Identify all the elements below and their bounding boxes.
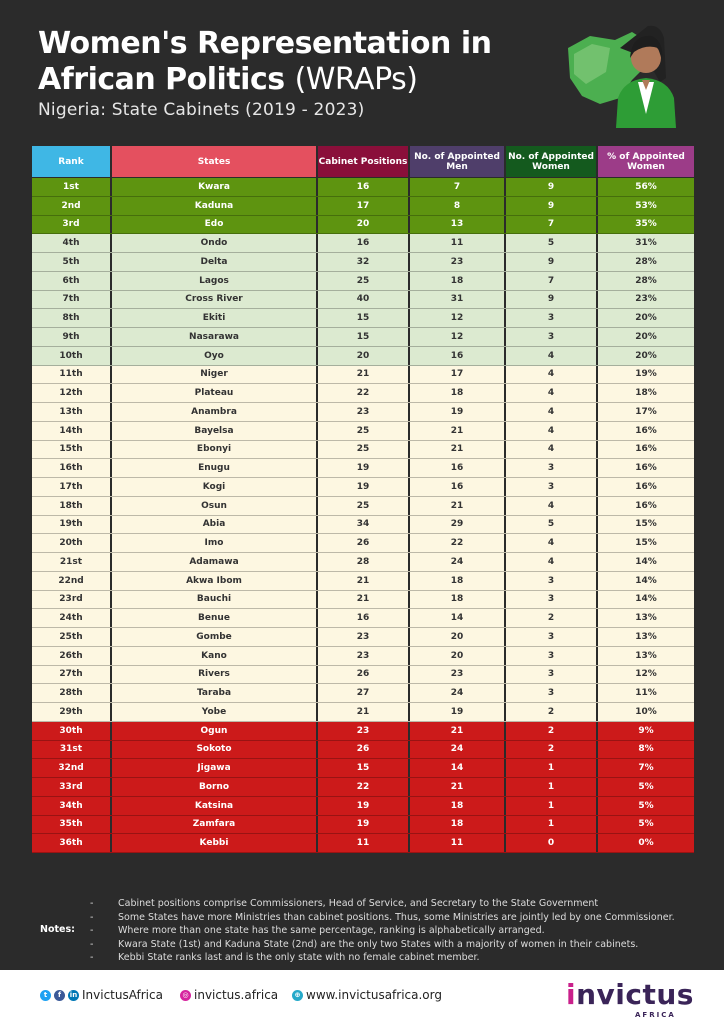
cell-rank: 31st [32, 741, 112, 759]
cell-men: 16 [410, 347, 506, 365]
cell-cabinet: 23 [318, 722, 410, 740]
cell-pct: 13% [635, 650, 657, 661]
cell-cabinet: 21 [318, 703, 410, 721]
cell-state: Bayelsa [112, 422, 318, 440]
cell-rank: 14th [32, 422, 112, 440]
cell-pct: 13% [635, 631, 657, 642]
cell-men: 29 [410, 516, 506, 534]
cell-men: 21 [410, 722, 506, 740]
cell-men: 19 [410, 403, 506, 421]
table-row [32, 759, 694, 778]
cell-state: Kano [112, 647, 318, 665]
cell-state: Yobe [112, 703, 318, 721]
cell-state: Abia [112, 516, 318, 534]
invictus-logo: invictus [566, 978, 694, 1011]
table-row [32, 609, 694, 628]
cell-women: 9 [506, 253, 598, 271]
cell-state: Adamawa [112, 553, 318, 571]
cell-pct: 15% [635, 538, 657, 549]
cell-men: 11 [410, 234, 506, 252]
cell-men: 18 [410, 572, 506, 590]
cell-rank: 17th [32, 478, 112, 496]
rankings-table [32, 146, 694, 853]
cell-pct: 19% [635, 369, 657, 380]
cell-pct: 16% [635, 500, 657, 511]
table-row [32, 347, 694, 366]
cell-men: 21 [410, 441, 506, 459]
cell-men: 12 [410, 309, 506, 327]
cell-rank: 21st [32, 553, 112, 571]
cell-pct: 14% [635, 594, 657, 605]
cell-men: 24 [410, 553, 506, 571]
note-item: - Some States have more Ministries than cabinet positions. Thus, some Ministries are jointly led by one Commissioner. [90, 911, 675, 925]
cell-cabinet: 22 [318, 384, 410, 402]
cell-cabinet: 15 [318, 309, 410, 327]
table-row [32, 778, 694, 797]
table-body [32, 178, 694, 853]
table-row [32, 178, 694, 197]
table-row [32, 403, 694, 422]
cell-men: 22 [410, 534, 506, 552]
cell-women: 4 [506, 384, 598, 402]
table-row [32, 703, 694, 722]
cell-men: 14 [410, 759, 506, 777]
cell-women: 2 [506, 741, 598, 759]
cell-cabinet: 25 [318, 422, 410, 440]
table-row [32, 591, 694, 610]
cell-state: Benue [112, 609, 318, 627]
cell-women: 7 [506, 216, 598, 234]
table-row [32, 422, 694, 441]
cell-women: 3 [506, 647, 598, 665]
instagram-handle[interactable] [180, 988, 278, 1002]
cell-women: 4 [506, 534, 598, 552]
cell-state: Katsina [112, 797, 318, 815]
cell-state: Nasarawa [112, 328, 318, 346]
cell-men: 11 [410, 834, 506, 852]
cell-state: Kebbi [112, 834, 318, 852]
logo-subtext: AFRICA [635, 1011, 676, 1019]
cell-rank: 4th [32, 234, 112, 252]
cell-cabinet: 22 [318, 778, 410, 796]
cell-men: 17 [410, 366, 506, 384]
cell-rank: 30th [32, 722, 112, 740]
cell-women: 3 [506, 666, 598, 684]
cell-cabinet: 21 [318, 572, 410, 590]
cell-men: 23 [410, 253, 506, 271]
facebook-icon: f [54, 990, 65, 1001]
table-row [32, 328, 694, 347]
cell-cabinet: 28 [318, 553, 410, 571]
cell-rank: 26th [32, 647, 112, 665]
cell-women: 1 [506, 797, 598, 815]
cell-women: 4 [506, 422, 598, 440]
cell-pct: 14% [635, 575, 657, 586]
cell-men: 19 [410, 703, 506, 721]
cell-cabinet: 16 [318, 609, 410, 627]
cell-men: 18 [410, 272, 506, 290]
cell-state: Sokoto [112, 741, 318, 759]
cell-cabinet: 25 [318, 441, 410, 459]
cell-cabinet: 26 [318, 666, 410, 684]
cell-cabinet: 20 [318, 347, 410, 365]
title-line2-light: (WRAPs) [294, 62, 418, 97]
cell-women: 3 [506, 328, 598, 346]
cell-pct: 13% [635, 613, 657, 624]
table-row [32, 197, 694, 216]
website-text: www.invictusafrica.org [306, 988, 442, 1002]
cell-rank: 2nd [32, 197, 112, 215]
footer [0, 970, 724, 1024]
cell-women: 0 [506, 834, 598, 852]
table-row [32, 572, 694, 591]
cell-rank: 36th [32, 834, 112, 852]
cell-cabinet: 19 [318, 816, 410, 834]
cell-rank: 20th [32, 534, 112, 552]
note-item: - Kwara State (1st) and Kaduna State (2nd) are the only two States with a majority of women in their cabinets. [90, 938, 675, 952]
cell-pct: 7% [638, 763, 654, 774]
cell-state: Kaduna [112, 197, 318, 215]
cell-women: 4 [506, 347, 598, 365]
cell-state: Delta [112, 253, 318, 271]
cell-women: 4 [506, 553, 598, 571]
cell-rank: 29th [32, 703, 112, 721]
table-row [32, 534, 694, 553]
table-row [32, 441, 694, 460]
cell-pct: 53% [635, 200, 657, 211]
table-row [32, 516, 694, 535]
cell-men: 13 [410, 216, 506, 234]
table-row [32, 741, 694, 760]
cell-cabinet: 23 [318, 628, 410, 646]
globe-icon: ⊕ [292, 990, 303, 1001]
cell-women: 9 [506, 291, 598, 309]
cell-women: 3 [506, 459, 598, 477]
table-row [32, 722, 694, 741]
cell-women: 1 [506, 816, 598, 834]
table-row [32, 684, 694, 703]
cell-women: 5 [506, 234, 598, 252]
cell-state: Enugu [112, 459, 318, 477]
cell-state: Osun [112, 497, 318, 515]
cell-women: 3 [506, 628, 598, 646]
note-item: - Where more than one state has the same percentage, ranking is alphabetically arranged. [90, 924, 675, 938]
cell-rank: 33rd [32, 778, 112, 796]
cell-cabinet: 21 [318, 366, 410, 384]
cell-men: 24 [410, 684, 506, 702]
cell-state: Ekiti [112, 309, 318, 327]
cell-pct: 16% [635, 463, 657, 474]
cell-rank: 27th [32, 666, 112, 684]
cell-cabinet: 15 [318, 328, 410, 346]
table-row [32, 272, 694, 291]
cell-cabinet: 15 [318, 759, 410, 777]
cell-men: 21 [410, 422, 506, 440]
cell-pct: 14% [635, 556, 657, 567]
note-item: - Cabinet positions comprise Commissioners, Head of Service, and Secretary to the State Government [90, 897, 675, 911]
cell-cabinet: 32 [318, 253, 410, 271]
table-row [32, 253, 694, 272]
table-row [32, 816, 694, 835]
col-header-women: No. of Appointed Women [506, 146, 598, 177]
woman-map-illustration [560, 18, 680, 128]
cell-women: 2 [506, 609, 598, 627]
header [0, 0, 724, 140]
col-header-pct: % of Appointed Women [598, 146, 694, 177]
cell-rank: 8th [32, 309, 112, 327]
cell-women: 4 [506, 366, 598, 384]
cell-women: 2 [506, 703, 598, 721]
cell-pct: 20% [635, 350, 657, 361]
cell-men: 21 [410, 497, 506, 515]
cell-rank: 13th [32, 403, 112, 421]
cell-women: 4 [506, 441, 598, 459]
cell-cabinet: 11 [318, 834, 410, 852]
linkedin-icon: in [69, 991, 78, 999]
cell-cabinet: 16 [318, 234, 410, 252]
cell-cabinet: 21 [318, 591, 410, 609]
cell-women: 3 [506, 478, 598, 496]
cell-rank: 9th [32, 328, 112, 346]
cell-pct: 8% [638, 744, 654, 755]
cell-state: Oyo [112, 347, 318, 365]
cell-cabinet: 25 [318, 272, 410, 290]
cell-men: 23 [410, 666, 506, 684]
table-row [32, 291, 694, 310]
cell-cabinet: 34 [318, 516, 410, 534]
cell-men: 12 [410, 328, 506, 346]
table-header-row [32, 146, 694, 177]
cell-rank: 19th [32, 516, 112, 534]
cell-men: 21 [410, 778, 506, 796]
table-row [32, 459, 694, 478]
cell-state: Plateau [112, 384, 318, 402]
cell-state: Kogi [112, 478, 318, 496]
cell-men: 18 [410, 384, 506, 402]
cell-women: 7 [506, 272, 598, 290]
cell-men: 18 [410, 591, 506, 609]
cell-state: Gombe [112, 628, 318, 646]
cell-rank: 22nd [32, 572, 112, 590]
title-line2-bold: African Politics [38, 62, 285, 97]
cell-women: 1 [506, 778, 598, 796]
cell-women: 1 [506, 759, 598, 777]
cell-state: Ondo [112, 234, 318, 252]
cell-rank: 10th [32, 347, 112, 365]
cell-rank: 35th [32, 816, 112, 834]
cell-cabinet: 19 [318, 478, 410, 496]
cell-women: 2 [506, 722, 598, 740]
cell-rank: 16th [32, 459, 112, 477]
cell-pct: 5% [638, 819, 654, 830]
cell-pct: 20% [635, 331, 657, 342]
cell-men: 31 [410, 291, 506, 309]
cell-rank: 5th [32, 253, 112, 271]
table-row [32, 666, 694, 685]
table-row [32, 384, 694, 403]
table-row [32, 497, 694, 516]
cell-state: Zamfara [112, 816, 318, 834]
cell-women: 3 [506, 309, 598, 327]
cell-state: Akwa Ibom [112, 572, 318, 590]
cell-rank: 25th [32, 628, 112, 646]
cell-women: 3 [506, 591, 598, 609]
cell-rank: 15th [32, 441, 112, 459]
cell-state: Lagos [112, 272, 318, 290]
cell-rank: 34th [32, 797, 112, 815]
notes-section [0, 893, 724, 970]
cell-rank: 23rd [32, 591, 112, 609]
cell-pct: 5% [638, 781, 654, 792]
cell-pct: 17% [635, 406, 657, 417]
table-row [32, 478, 694, 497]
table-row [32, 216, 694, 235]
cell-state: Borno [112, 778, 318, 796]
cell-pct: 11% [635, 688, 657, 699]
cell-pct: 0% [638, 838, 654, 849]
cell-state: Taraba [112, 684, 318, 702]
page-title [38, 26, 491, 98]
cell-pct: 35% [635, 219, 657, 230]
cell-cabinet: 23 [318, 647, 410, 665]
twitter-icon: t [40, 990, 51, 1001]
cell-state: Edo [112, 216, 318, 234]
cell-men: 8 [410, 197, 506, 215]
instagram-icon: ◎ [180, 990, 191, 1001]
cell-women: 3 [506, 684, 598, 702]
cell-pct: 28% [635, 256, 657, 267]
social-handle-text: InvictusAfrica [82, 988, 163, 1002]
cell-pct: 56% [635, 181, 657, 192]
cell-rank: 24th [32, 609, 112, 627]
notes-label: Notes: [40, 924, 75, 935]
notes-list [90, 897, 675, 965]
cell-rank: 12th [32, 384, 112, 402]
page-subtitle: Nigeria: State Cabinets (2019 - 2023) [38, 100, 365, 120]
cell-state: Anambra [112, 403, 318, 421]
cell-cabinet: 23 [318, 403, 410, 421]
cell-state: Cross River [112, 291, 318, 309]
cell-men: 24 [410, 741, 506, 759]
instagram-handle-text: invictus.africa [194, 988, 279, 1002]
cell-state: Imo [112, 534, 318, 552]
cell-cabinet: 27 [318, 684, 410, 702]
cell-pct: 18% [635, 388, 657, 399]
cell-state: Ebonyi [112, 441, 318, 459]
cell-pct: 16% [635, 425, 657, 436]
cell-cabinet: 19 [318, 459, 410, 477]
cell-men: 16 [410, 478, 506, 496]
cell-men: 7 [410, 178, 506, 196]
cell-state: Bauchi [112, 591, 318, 609]
cell-state: Niger [112, 366, 318, 384]
cell-cabinet: 17 [318, 197, 410, 215]
cell-men: 18 [410, 816, 506, 834]
cell-men: 14 [410, 609, 506, 627]
table-row [32, 647, 694, 666]
cell-cabinet: 16 [318, 178, 410, 196]
cell-pct: 16% [635, 481, 657, 492]
cell-pct: 23% [635, 294, 657, 305]
table-row [32, 553, 694, 572]
cell-cabinet: 20 [318, 216, 410, 234]
cell-men: 20 [410, 647, 506, 665]
note-item: - Kebbi State ranks last and is the only state with no female cabinet member. [90, 951, 675, 965]
cell-women: 3 [506, 572, 598, 590]
cell-men: 20 [410, 628, 506, 646]
cell-rank: 18th [32, 497, 112, 515]
cell-men: 18 [410, 797, 506, 815]
cell-rank: 32nd [32, 759, 112, 777]
logo-text: nvictus [576, 978, 694, 1011]
table-row [32, 234, 694, 253]
cell-pct: 10% [635, 706, 657, 717]
table-row [32, 309, 694, 328]
social-handles[interactable] [40, 988, 163, 1002]
col-header-states: States [112, 146, 318, 177]
table-row [32, 834, 694, 853]
cell-pct: 12% [635, 669, 657, 680]
col-header-men: No. of Appointed Men [410, 146, 506, 177]
cell-pct: 15% [635, 519, 657, 530]
cell-cabinet: 26 [318, 741, 410, 759]
cell-state: Rivers [112, 666, 318, 684]
cell-women: 9 [506, 178, 598, 196]
cell-rank: 6th [32, 272, 112, 290]
cell-state: Jigawa [112, 759, 318, 777]
cell-pct: 31% [635, 238, 657, 249]
cell-cabinet: 26 [318, 534, 410, 552]
cell-rank: 7th [32, 291, 112, 309]
cell-women: 4 [506, 497, 598, 515]
cell-men: 16 [410, 459, 506, 477]
cell-pct: 28% [635, 275, 657, 286]
col-header-cabinet: Cabinet Positions [318, 146, 410, 177]
cell-cabinet: 25 [318, 497, 410, 515]
cell-women: 4 [506, 403, 598, 421]
cell-pct: 20% [635, 313, 657, 324]
cell-state: Ogun [112, 722, 318, 740]
cell-pct: 9% [638, 725, 654, 736]
table-row [32, 628, 694, 647]
cell-pct: 16% [635, 444, 657, 455]
cell-cabinet: 19 [318, 797, 410, 815]
cell-state: Kwara [112, 178, 318, 196]
col-header-rank: Rank [32, 146, 112, 177]
cell-rank: 1st [32, 178, 112, 196]
cell-rank: 11th [32, 366, 112, 384]
cell-pct: 5% [638, 800, 654, 811]
table-row [32, 366, 694, 385]
website-link[interactable] [292, 988, 442, 1002]
cell-women: 9 [506, 197, 598, 215]
cell-rank: 3rd [32, 216, 112, 234]
cell-rank: 28th [32, 684, 112, 702]
table-row [32, 797, 694, 816]
title-line1: Women's Representation in [38, 26, 492, 61]
cell-cabinet: 40 [318, 291, 410, 309]
cell-women: 5 [506, 516, 598, 534]
